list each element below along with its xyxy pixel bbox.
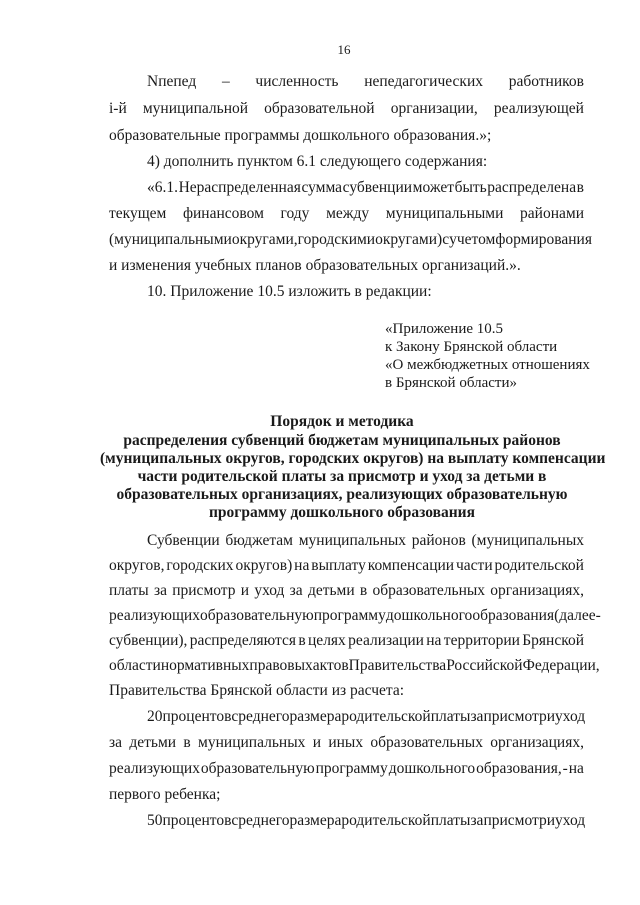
body1-word: (далее [554, 607, 596, 624]
body1-line1 [147, 531, 584, 550]
para1-word: работников [508, 73, 584, 90]
body1-word: уход [254, 582, 285, 599]
body2-word: родительской [341, 708, 431, 725]
para61-word: текущем [109, 205, 167, 222]
body2-word: организациях, [490, 734, 584, 751]
para61-word: районами [520, 205, 584, 222]
item-10: 10. Приложение 10.5 изложить в редакции: [147, 283, 432, 300]
body1-word: реализации [348, 632, 424, 649]
body2-word: реализующих [109, 760, 200, 777]
para1-word: непедагогических [364, 73, 483, 90]
body1-word: Федерации, [522, 657, 600, 674]
body2-word: иных [328, 734, 364, 751]
para1-word: Nпепед [147, 73, 197, 90]
body1-word: округов, [109, 557, 165, 574]
para61-word: году [280, 205, 310, 222]
body1-word: присмотр [172, 582, 236, 599]
body2-word: программу [315, 760, 388, 777]
appendix-ref-line2: к Закону Брянской области [385, 339, 558, 355]
body1-word: образовательных [372, 582, 486, 599]
para61-line1 [147, 178, 584, 197]
body1-line2 [109, 556, 584, 575]
para61-word: быть [454, 179, 487, 196]
body1-line7: Правительства Брянской области из расчета: [109, 682, 405, 699]
para61-line3 [109, 230, 592, 249]
body1-word: и [240, 582, 250, 599]
body1-word: за [153, 582, 167, 599]
para61-word: городскими [297, 231, 376, 248]
section-title-line3: (муниципальных округов, городских округов) на выплату компенсации [100, 450, 606, 467]
body1-word: образовательную [199, 607, 314, 624]
body1-word: бюджетам [225, 532, 293, 549]
body1-word: реализующих [109, 607, 200, 624]
body1-word: в [359, 582, 368, 599]
body1-word: на [294, 557, 310, 574]
body2-word: муниципальных [198, 734, 306, 751]
body1-line4 [109, 606, 601, 625]
page-number: 16 [337, 42, 351, 57]
body2-word: и [546, 708, 556, 725]
section-title-line1: Порядок и методика [270, 413, 414, 430]
body1-word: на [426, 632, 442, 649]
body1-word: субвенции), [109, 632, 188, 649]
body3-word: и [546, 812, 556, 829]
body1-word: Субвенции [147, 532, 220, 549]
body1-word: - [595, 607, 601, 624]
appendix-ref-line3: «О межбюджетных отношениях [385, 357, 590, 373]
body1-word: организациях, [490, 582, 584, 599]
body2-word: процентов [162, 708, 232, 725]
body1-line6 [109, 656, 600, 675]
body1-word: территории [443, 632, 520, 649]
body2-line3 [109, 759, 584, 778]
para61-word: муниципальными [385, 205, 504, 222]
para61-line2 [109, 204, 584, 223]
body1-word: части [456, 557, 493, 574]
body3-word: уход [555, 812, 586, 829]
para1-word: реализующей [493, 100, 584, 117]
para61-word: Нераспределенная [178, 179, 301, 196]
body3-word: среднего [231, 812, 290, 829]
body1-word: области [109, 657, 161, 674]
body2-word: в [183, 734, 191, 751]
para1-line3: образовательные программы дошкольного образования.»; [109, 127, 492, 144]
para61-word: учетом [449, 231, 496, 248]
para61-word: может [412, 179, 454, 196]
body1-word: платы [109, 582, 149, 599]
body2-word: за [109, 734, 123, 751]
body1-word: распределяются [189, 632, 296, 649]
body3-word: процентов [162, 812, 232, 829]
appendix-ref-line1: «Приложение 10.5 [385, 321, 504, 337]
body2-word: образования, [476, 760, 562, 777]
section-title-line2: распределения субвенций бюджетам муниципальных районов [123, 432, 561, 449]
para61-line4: и изменения учебных планов образовательных организаций.». [109, 257, 521, 274]
body1-word: в [298, 632, 306, 649]
para61-word: с [442, 231, 450, 248]
item-4: 4) дополнить пунктом 6.1 следующего содержания: [147, 153, 488, 170]
body2-word: на [568, 760, 584, 777]
body1-word: городских [166, 557, 234, 574]
body1-word: муниципальных [298, 532, 407, 549]
body3-word: 50 [147, 812, 163, 829]
body2-word: дошкольного [388, 760, 476, 777]
body1-word: программу [313, 607, 386, 624]
body1-word: округов) [235, 557, 293, 574]
body1-word: районов [411, 532, 466, 549]
body1-word: образования [472, 607, 555, 624]
para61-word: в [576, 179, 584, 196]
para1-word: численность [255, 73, 339, 90]
body2-word: среднего [231, 708, 290, 725]
para61-word: сумма [301, 179, 343, 196]
body1-line3 [109, 581, 584, 600]
body2-word: уход [555, 708, 586, 725]
body1-word: целях [308, 632, 346, 649]
body2-word: - [562, 760, 568, 777]
para1-line1 [147, 72, 584, 91]
body1-line5 [109, 631, 584, 650]
body1-word: родительской [494, 557, 584, 574]
section-title-line4: части родительской платы за присмотр и уход за детьми в [137, 468, 547, 485]
para1-word: муниципальной [142, 100, 249, 117]
appendix-ref-line4: в Брянской области» [385, 375, 517, 391]
body1-word: (муниципальных [471, 532, 584, 549]
body3-word: за [470, 812, 484, 829]
body2-word: присмотр [483, 708, 547, 725]
para1-word: организации, [390, 100, 478, 117]
body2-word: детьми [129, 734, 177, 751]
body2-word: за [470, 708, 484, 725]
para1-line2 [109, 99, 584, 118]
body2-word: 20 [147, 708, 163, 725]
body1-word: Российской [446, 657, 523, 674]
body1-word: за [289, 582, 303, 599]
body2-line2 [109, 733, 584, 752]
body1-word: правовых [249, 657, 313, 674]
body1-word: дошкольного [385, 607, 473, 624]
body2-word: платы [430, 708, 471, 725]
para61-word: между [326, 205, 370, 222]
para61-word: «6.1. [147, 179, 178, 196]
para61-word: финансовом [182, 205, 264, 222]
body1-word: актов [312, 657, 349, 674]
body3-word: родительской [341, 812, 431, 829]
body1-word: нормативных [160, 657, 250, 674]
body3-line1 [147, 811, 584, 830]
body1-word: детьми [307, 582, 355, 599]
body2-word: размера [289, 708, 342, 725]
body3-word: размера [289, 812, 342, 829]
body2-line1 [147, 707, 584, 726]
body1-word: Правительства [348, 657, 447, 674]
body3-word: присмотр [483, 812, 547, 829]
section-title-line6: программу дошкольного образования [209, 504, 475, 521]
body1-word: Брянской [522, 632, 584, 649]
para61-word: округами, [231, 231, 298, 248]
para61-word: (муниципальными [109, 231, 232, 248]
para1-word: i-й [109, 100, 127, 117]
section-title-line5: образовательных организациях, реализующих образовательную [116, 486, 568, 503]
para61-word: субвенции [342, 179, 413, 196]
body1-word: компенсации [367, 557, 455, 574]
body2-word: образовательных [370, 734, 483, 751]
body2-line4: первого ребенка; [109, 786, 221, 803]
para61-word: формирования [495, 231, 592, 248]
body2-word: и [312, 734, 321, 751]
body2-word: образовательную [200, 760, 315, 777]
body1-word: выплату [311, 557, 366, 574]
para1-word: – [221, 73, 230, 90]
para61-word: округами) [375, 231, 443, 248]
para61-word: распределена [487, 179, 577, 196]
para1-word: образовательной [264, 100, 375, 117]
body3-word: платы [430, 812, 471, 829]
